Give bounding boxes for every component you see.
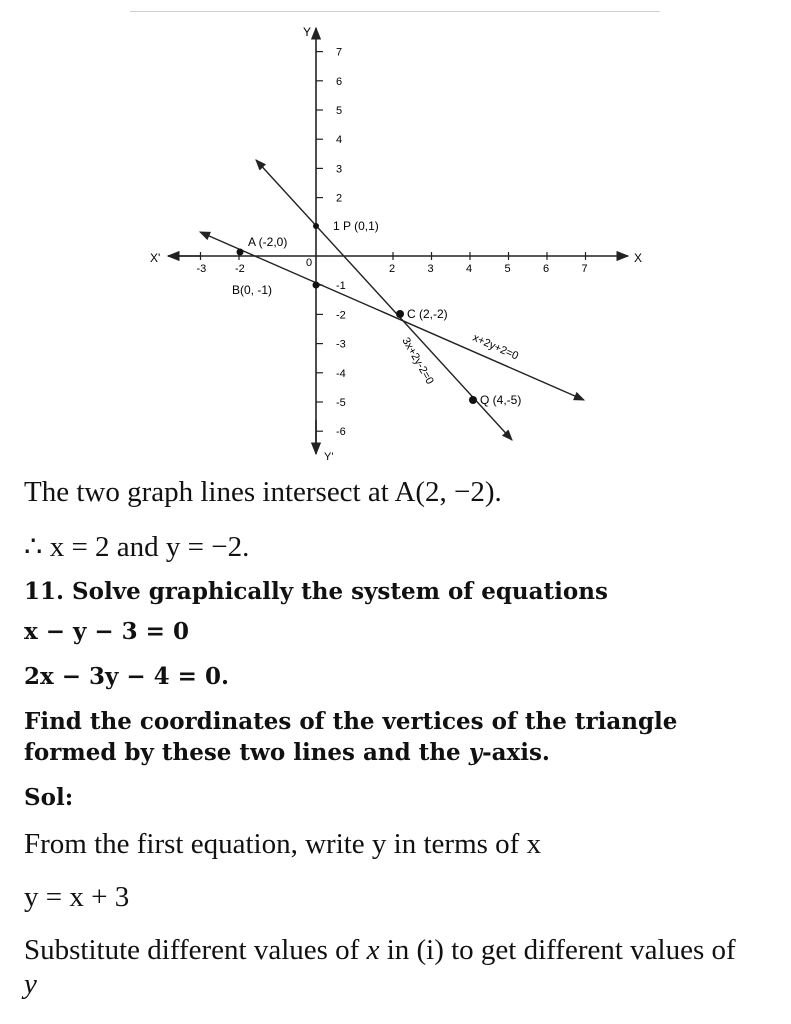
y-tick-label: 4 [336,134,343,147]
point-p-dot [313,223,319,229]
equation-1: x − y − 3 = 0 [24,618,189,645]
subst-y: y [24,968,37,1000]
line1-label: x+2y+2=0 [470,331,521,363]
find-text-a: Find the coordinates of the vertices of the triangle formed by these two lines and the [24,708,678,766]
x-axis-label: X [634,251,643,265]
y-tick-label: -6 [336,426,346,439]
point-c-label: C (2,-2) [407,307,448,321]
point-c-dot [396,310,404,318]
x-tick-label: 4 [466,263,473,275]
y-tick-label: 6 [336,75,343,88]
line2-label: 3x+2y-2=0 [399,335,436,387]
x-tick-label: -2 [235,263,245,275]
equation-2: 2x − 3y − 4 = 0. [24,663,229,690]
subst-a: Substitute different values of [24,934,367,966]
point-q-label: Q (4,-5) [480,393,522,407]
intersection-text: The two graph lines intersect at A(2, −2). [24,476,502,508]
y-equation: y = x + 3 [24,881,130,913]
x-tick-label: 2 [389,263,396,275]
point-b-label: B(0, -1) [232,283,273,297]
origin-label: 0 [306,257,313,269]
y-axis-label: Y [303,25,312,39]
point-a-dot [237,249,244,256]
subst-x: x [366,934,380,966]
find-vertices-text [24,706,744,768]
point-a-label: A (-2,0) [248,235,288,249]
y-tick-label: -2 [336,309,346,322]
graph-figure [0,0,791,470]
x-neg-axis-label: X' [150,251,161,265]
y-tick-label: -5 [336,397,346,409]
x-tick-label: 6 [543,263,550,275]
point-p-label: 1 P (0,1) [333,219,379,233]
from-first-text: From the first equation, write y in terms of x [24,828,542,860]
x-tick-label: 7 [581,263,588,275]
point-q-dot [469,396,477,404]
therefore-text: ∴ x = 2 and y = −2. [24,531,250,563]
line-x-plus-2y-plus-2 [200,232,584,400]
find-text-b: -axis. [482,739,550,766]
sol-label: Sol: [24,784,74,811]
x-tick-label: 5 [504,263,511,275]
point-b-dot [313,282,320,289]
x-tick-label: -3 [196,263,207,275]
substitute-text [24,933,754,1001]
y-tick-label: 3 [336,163,343,176]
y-tick-label: 7 [336,46,343,59]
subst-b: in (i) to get different values of [379,934,736,966]
question-title: 11. Solve graphically the system of equations [24,578,608,605]
y-tick-label: 5 [336,105,343,117]
y-tick-label: -4 [336,367,346,380]
y-neg-axis-label: Y' [324,451,334,463]
x-tick-label: 3 [427,263,434,275]
y-tick-label: -1 [336,280,346,293]
find-text-y: y [468,739,483,766]
y-tick-label: 2 [336,192,343,205]
y-tick-label: -3 [336,338,346,351]
